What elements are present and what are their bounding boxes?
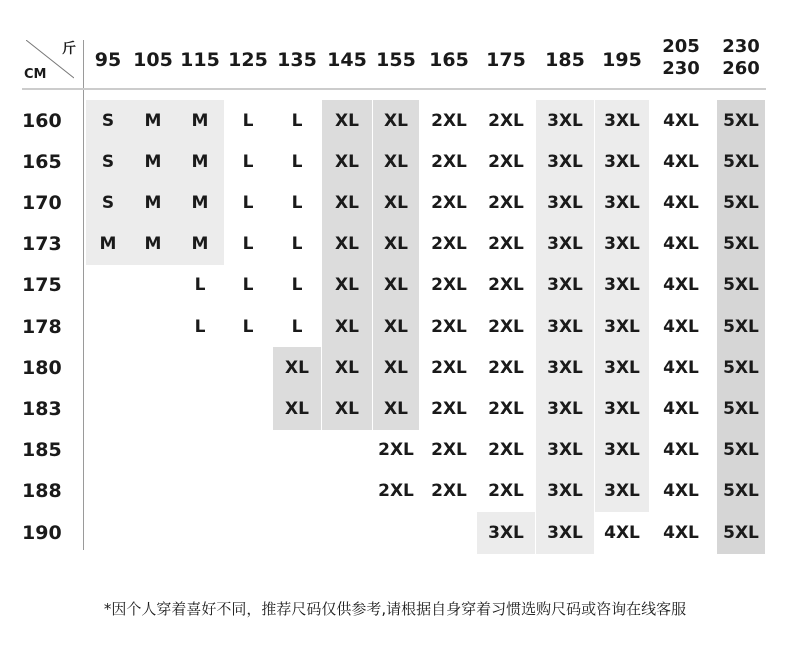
size-cell: 2XL: [431, 192, 467, 213]
row-header-height: 190: [22, 521, 62, 544]
size-cell: XL: [335, 357, 359, 378]
size-cell: M: [99, 234, 117, 255]
size-cell: L: [291, 110, 303, 131]
size-cell: 3XL: [547, 398, 583, 419]
size-cell: L: [291, 234, 303, 255]
size-cell: 2XL: [431, 440, 467, 461]
size-cell: 3XL: [604, 110, 640, 131]
size-cell: L: [242, 151, 254, 172]
size-cell: 4XL: [663, 234, 699, 255]
size-cell: 2XL: [431, 316, 467, 337]
size-cell: XL: [384, 151, 408, 172]
size-cell: 5XL: [723, 151, 759, 172]
size-cell: 5XL: [723, 440, 759, 461]
size-cell: L: [242, 234, 254, 255]
size-cell: L: [194, 275, 206, 296]
size-cell: 2XL: [378, 440, 414, 461]
table-corner-header: [22, 36, 78, 88]
row-header-height: 183: [22, 397, 62, 420]
size-cell: M: [144, 151, 162, 172]
size-cell: XL: [384, 357, 408, 378]
size-cell: M: [144, 110, 162, 131]
size-cell: L: [194, 316, 206, 337]
size-cell: XL: [335, 316, 359, 337]
size-cell: XL: [335, 151, 359, 172]
size-cell: 3XL: [547, 110, 583, 131]
size-cell: L: [242, 275, 254, 296]
column-header: [711, 33, 771, 83]
size-cell: 3XL: [604, 398, 640, 419]
row-header-height: 175: [22, 274, 62, 297]
size-cell: XL: [285, 357, 309, 378]
size-cell: M: [144, 192, 162, 213]
column-header-part: 260: [722, 58, 760, 79]
column-header-part: 230: [662, 58, 700, 79]
size-cell: XL: [384, 110, 408, 131]
size-cell: XL: [335, 192, 359, 213]
size-cell: 4XL: [663, 151, 699, 172]
size-cell: M: [144, 234, 162, 255]
row-header-height: 180: [22, 356, 62, 379]
size-cell: M: [191, 110, 209, 131]
size-cell: S: [101, 192, 115, 213]
row-header-height: 178: [22, 315, 62, 338]
size-cell: L: [242, 316, 254, 337]
column-header: 115: [180, 49, 220, 71]
column-header: 165: [429, 49, 469, 71]
column-header: 145: [327, 49, 367, 71]
size-cell: 2XL: [488, 275, 524, 296]
size-cell: 3XL: [604, 234, 640, 255]
size-cell: 2XL: [431, 151, 467, 172]
size-cell: 3XL: [604, 440, 640, 461]
size-cell: 3XL: [547, 357, 583, 378]
size-cell: 3XL: [604, 481, 640, 502]
size-cell: 2XL: [431, 481, 467, 502]
size-cell: 3XL: [547, 192, 583, 213]
size-cell: 3XL: [604, 192, 640, 213]
size-cell: S: [101, 151, 115, 172]
size-cell: 4XL: [663, 522, 699, 543]
size-cell: 3XL: [547, 522, 583, 543]
row-header-height: 173: [22, 233, 62, 256]
size-cell: XL: [384, 234, 408, 255]
size-cell: 4XL: [663, 440, 699, 461]
column-header-part: 230: [722, 36, 760, 57]
size-cell: 4XL: [604, 522, 640, 543]
size-cell: L: [242, 192, 254, 213]
size-cell: 3XL: [547, 481, 583, 502]
size-cell: 2XL: [378, 481, 414, 502]
size-cell: 3XL: [488, 522, 524, 543]
row-header-height: 160: [22, 109, 62, 132]
size-cell: 3XL: [547, 440, 583, 461]
size-cell: L: [291, 192, 303, 213]
size-cell: 5XL: [723, 522, 759, 543]
size-cell: XL: [335, 275, 359, 296]
size-cell: 3XL: [547, 316, 583, 337]
size-cell: 5XL: [723, 234, 759, 255]
size-cell: 2XL: [431, 398, 467, 419]
size-cell: 5XL: [723, 481, 759, 502]
size-cell: S: [101, 110, 115, 131]
size-cell: 5XL: [723, 398, 759, 419]
size-cell: 4XL: [663, 316, 699, 337]
size-cell: L: [291, 151, 303, 172]
size-cell: M: [191, 192, 209, 213]
row-header-height: 165: [22, 150, 62, 173]
size-cell: 5XL: [723, 316, 759, 337]
size-cell: XL: [384, 398, 408, 419]
size-cell: 3XL: [604, 357, 640, 378]
column-header: 105: [133, 49, 173, 71]
size-cell: 2XL: [488, 151, 524, 172]
size-cell: 2XL: [488, 398, 524, 419]
size-cell: 5XL: [723, 110, 759, 131]
size-cell: 2XL: [488, 110, 524, 131]
column-header: 195: [602, 49, 642, 71]
size-cell: 3XL: [547, 151, 583, 172]
size-cell: 5XL: [723, 275, 759, 296]
size-cell: 3XL: [547, 275, 583, 296]
size-cell: XL: [285, 398, 309, 419]
header-divider: [22, 88, 766, 90]
size-cell: 2XL: [488, 316, 524, 337]
column-header: 125: [228, 49, 268, 71]
size-cell: 2XL: [431, 275, 467, 296]
size-cell: 2XL: [488, 481, 524, 502]
size-cell: 2XL: [488, 440, 524, 461]
size-cell: 4XL: [663, 481, 699, 502]
size-cell: 4XL: [663, 192, 699, 213]
height-unit-label: CM: [24, 67, 47, 82]
size-cell: 3XL: [604, 151, 640, 172]
size-cell: 4XL: [663, 398, 699, 419]
size-cell: 2XL: [431, 357, 467, 378]
size-cell: XL: [384, 192, 408, 213]
size-cell: 2XL: [488, 192, 524, 213]
weight-unit-label: 斤: [62, 41, 76, 57]
size-cell: 2XL: [431, 110, 467, 131]
column-header-part: 205: [662, 36, 700, 57]
size-cell: 2XL: [431, 234, 467, 255]
size-cell: XL: [384, 316, 408, 337]
size-cell: 3XL: [547, 234, 583, 255]
size-cell: L: [291, 275, 303, 296]
size-cell: XL: [384, 275, 408, 296]
column-header: 155: [376, 49, 416, 71]
column-header: 185: [545, 49, 585, 71]
size-cell: 4XL: [663, 110, 699, 131]
size-cell: L: [291, 316, 303, 337]
column-header: 95: [94, 49, 122, 71]
size-cell: 4XL: [663, 275, 699, 296]
column-header: 135: [277, 49, 317, 71]
column-header: [651, 33, 711, 83]
size-cell: 5XL: [723, 357, 759, 378]
size-cell: 3XL: [604, 275, 640, 296]
size-cell: L: [242, 110, 254, 131]
size-cell: 2XL: [488, 357, 524, 378]
size-cell: M: [191, 234, 209, 255]
column-divider: [83, 40, 84, 550]
size-cell: XL: [335, 398, 359, 419]
row-header-height: 188: [22, 480, 62, 503]
size-cell: 2XL: [488, 234, 524, 255]
column-header: 175: [486, 49, 526, 71]
size-cell: XL: [335, 234, 359, 255]
footnote: *因个人穿着喜好不同，推荐尺码仅供参考,请根据自身穿着习惯选购尺码或咨询在线客服: [103, 600, 687, 618]
size-cell: 4XL: [663, 357, 699, 378]
size-cell: 5XL: [723, 192, 759, 213]
size-cell: XL: [335, 110, 359, 131]
size-cell: 3XL: [604, 316, 640, 337]
size-cell: M: [191, 151, 209, 172]
row-header-height: 170: [22, 191, 62, 214]
row-header-height: 185: [22, 439, 62, 462]
